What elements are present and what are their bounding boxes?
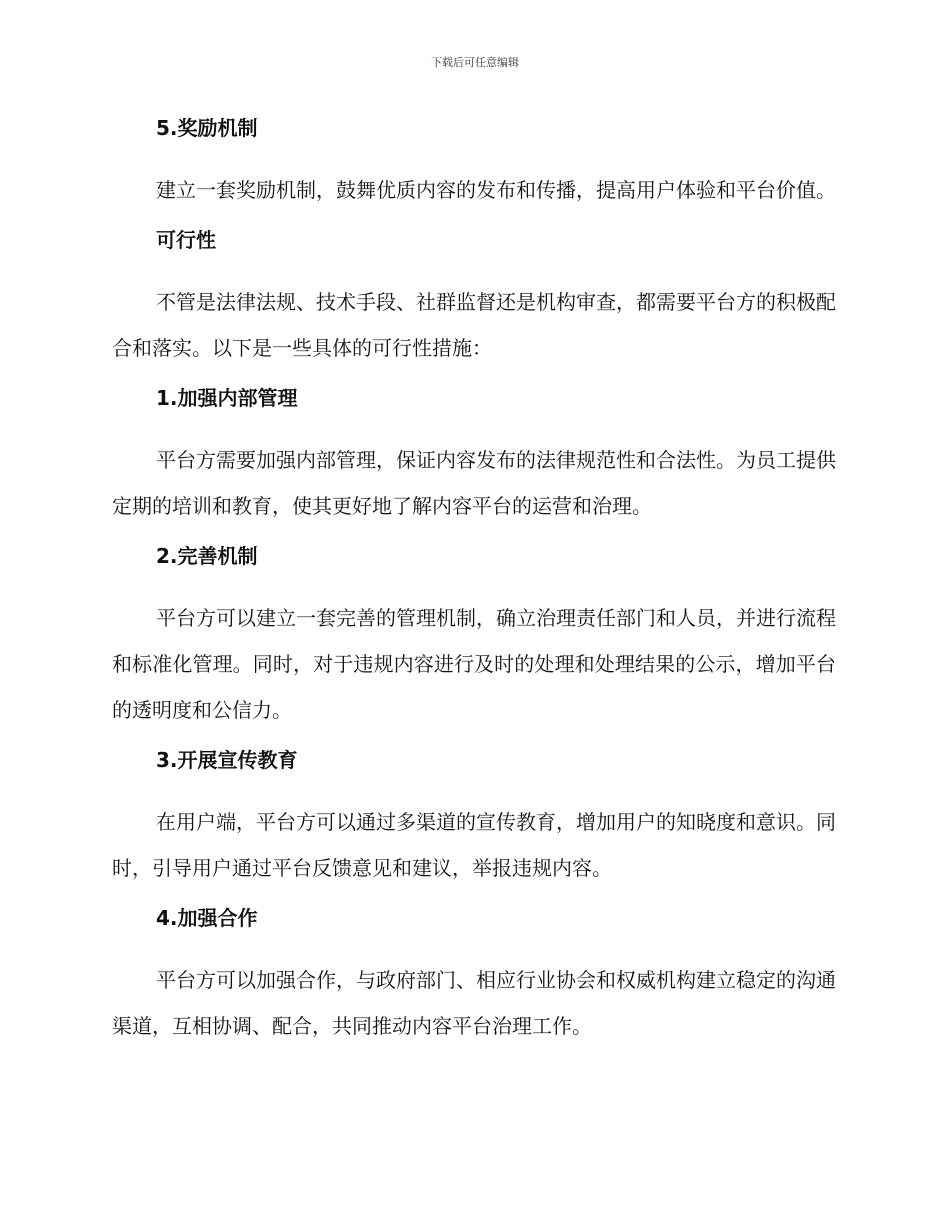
section-heading-cooperation: 4.加强合作 (156, 906, 258, 930)
paragraph-publicity-education: 在用户端，平台方可以通过多渠道的宣传教育，增加用户的知晓度和意识。同时，引导用户通过平台反馈意见和建议，举报违规内容。 (112, 810, 836, 880)
section-heading-feasibility: 可行性 (156, 228, 216, 252)
section-heading-publicity-education: 3.开展宣传教育 (156, 748, 298, 772)
paragraph-cooperation: 平台方可以加强合作，与政府部门、相应行业协会和权威机构建立稳定的沟通渠道，互相协调、配合，共同推动内容平台治理工作。 (112, 968, 836, 1038)
paragraph-feasibility: 不管是法律法规、技术手段、社群监督还是机构审查，都需要平台方的积极配合和落实。以下是一些具体的可行性措施： (112, 290, 836, 360)
section-heading-rewards: 5.奖励机制 (156, 116, 258, 140)
section-heading-internal-management: 1.加强内部管理 (156, 386, 298, 410)
page-header: 下载后可任意编辑 (431, 56, 519, 69)
document-body (112, 108, 836, 1056)
paragraph-internal-management: 平台方需要加强内部管理，保证内容发布的法律规范性和合法性。为员工提供定期的培训和教育，使其更好地了解内容平台的运营和治理。 (112, 448, 836, 518)
section-heading-improve-mechanism: 2.完善机制 (156, 544, 258, 568)
paragraph-rewards: 建立一套奖励机制，鼓舞优质内容的发布和传播，提高用户体验和平台价值。 (156, 178, 836, 202)
paragraph-improve-mechanism: 平台方可以建立一套完善的管理机制，确立治理责任部门和人员，并进行流程和标准化管理。同时，对于违规内容进行及时的处理和处理结果的公示，增加平台的透明度和公信力。 (112, 606, 836, 722)
